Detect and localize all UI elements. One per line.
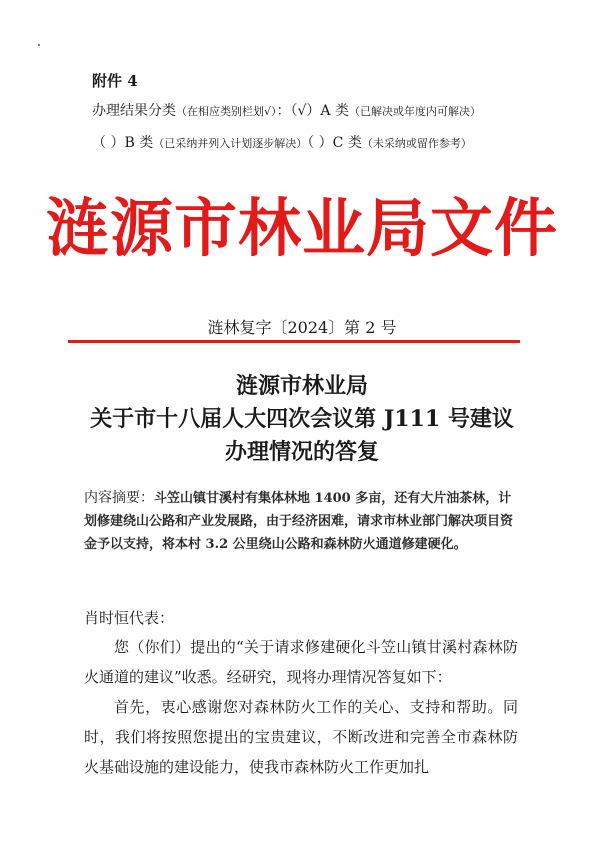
classification-note: （在相应类别栏划√） [176,105,277,118]
option-c: （ ）C 类 [307,135,362,151]
summary-label: 内容摘要： [84,490,154,506]
title-line-1: 涟源市林业局 [235,373,368,399]
option-a: ：（√）A 类 [276,103,349,119]
classification-label: 办理结果分类 [92,103,176,119]
classification-line-1 [92,100,481,120]
option-b-note: （已采纳并列入计划逐步解决） [153,137,308,150]
option-b: （ ）B 类 [92,135,154,151]
document-number: 涟林复字〔2024〕第 2 号 [207,318,397,337]
issuer-header: 涟源市林业局文件 [46,192,558,265]
title-line-2: 关于市十八届人大四次会议第 J111 号建议 [90,406,514,432]
summary-text: 斗笠山镇甘溪村有集体林地 1400 多亩，还有大片油茶林，计划修建绕山公路和产业发展路，由于经济困难，请求市林业部门解决项目资金予以支持，将本村 3.2 公里绕山公路和森林防火通道修建硬化。 [84,491,514,552]
red-divider-line [68,340,520,343]
title-line-3: 办理情况的答复 [224,439,379,465]
body-paragraph-2: 首先，衷心感谢您对森林防火工作的关心、支持和帮助。同时，我们将按照您提出的宝贵建议，不断改进和完善全市森林防火基础设施的建设能力，使我市森林防火工作更加扎 [84,698,518,776]
body-paragraph-1: 您（你们）提出的“关于请求修建硬化斗笠山镇甘溪村森林防火通道的建议”收悉。经研究，现将办理情况答复如下： [84,638,518,686]
option-c-note: （未采纳或留作参考） [361,137,472,150]
classification-line-2 [92,132,472,152]
option-a-note: （已解决或年度内可解决） [349,105,481,118]
scan-speck [38,44,40,46]
salutation: 肖时恒代表： [84,609,175,627]
content-summary [84,487,524,556]
reply-body [84,632,518,782]
attachment-label: 附件 4 [92,72,138,90]
